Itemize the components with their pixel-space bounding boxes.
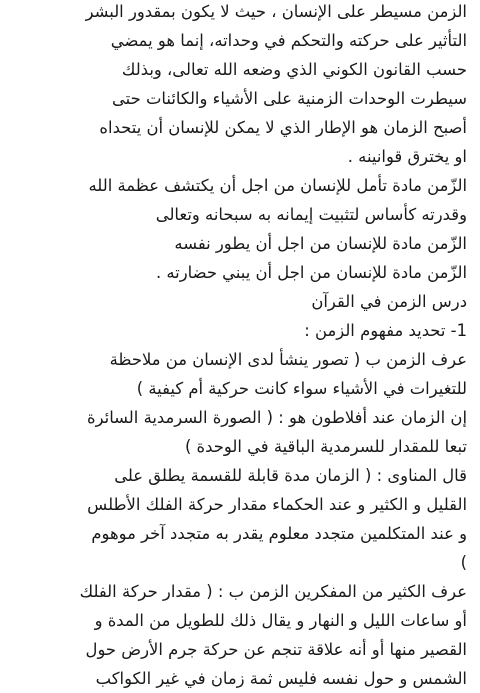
text-line: أصبح الزمان هو الإطار الذي لا يمكن للإنسان أن يتحداه bbox=[99, 118, 467, 137]
text-line: القصير منها أو أنه علاقة تنجم عن حركة جرم الأرض حول bbox=[85, 640, 467, 659]
text-line: و عند المتكلمين متجدد معلوم يقدر به متجدد آخر موهوم bbox=[91, 524, 467, 543]
text-line: عرف الزمن ب ( تصور ينشأ لدى الإنسان من ملاحظة bbox=[109, 350, 467, 369]
section-heading: درس الزمن في القرآن bbox=[311, 292, 467, 311]
text-line: قال المناوى : ( الزمان مدة قابلة للقسمة يطلق على bbox=[114, 466, 467, 485]
text-line: ) bbox=[460, 553, 467, 572]
text-line: القليل و الكثير و عند الحكماء مقدار حركة الفلك الأطلس bbox=[87, 495, 467, 514]
text-line: للتغيرات في الأشياء سواء كانت حركية أم كيفية ) bbox=[136, 379, 467, 398]
text-line: او يخترق قوانينه . bbox=[347, 147, 467, 166]
text-line: الشمس و حول نفسه فليس ثمة زمان في غير الكواكب bbox=[95, 669, 467, 688]
text-line: سيطرت الوحدات الزمنية على الأشياء والكائنات حتى bbox=[112, 89, 467, 108]
text-line: الزّمن مادة للإنسان من اجل أن يطور نفسه bbox=[174, 234, 467, 253]
text-line: إن الزمان عند أفلاطون هو : ( الصورة السرمدية السائرة bbox=[87, 408, 467, 427]
text-line: التأثير على حركته والتحكم في وحداته، إنما هو يمضي bbox=[110, 31, 467, 50]
text-line: وقدرته كأساس لتثبيت إيمانه به سبحانه وتعالى bbox=[155, 205, 467, 224]
text-line: أو ساعات الليل و النهار و يقال ذلك للطويل من المدة و bbox=[94, 611, 467, 630]
text-line: الزّمن مادة تأمل للإنسان من اجل أن يكتشف عظمة الله bbox=[88, 176, 467, 195]
text-line: حسب القانون الكوني الذي وضعه الله تعالى، وبذلك bbox=[121, 60, 467, 79]
text-line: الزمن مسيطر على الإنسان ، حيث لا يكون بمقدور البشر bbox=[85, 2, 467, 21]
text-line: عرف الكثير من المفكرين الزمن ب : ( مقدار حركة الفلك bbox=[79, 582, 467, 601]
text-line: الزّمن مادة للإنسان من اجل أن يبني حضارته . bbox=[155, 263, 467, 282]
subsection-heading: 1- تحديد مفهوم الزمن : bbox=[304, 321, 467, 340]
text-line: تبعا للمقدار للسرمدية الباقية في الوحدة ) bbox=[184, 437, 467, 456]
